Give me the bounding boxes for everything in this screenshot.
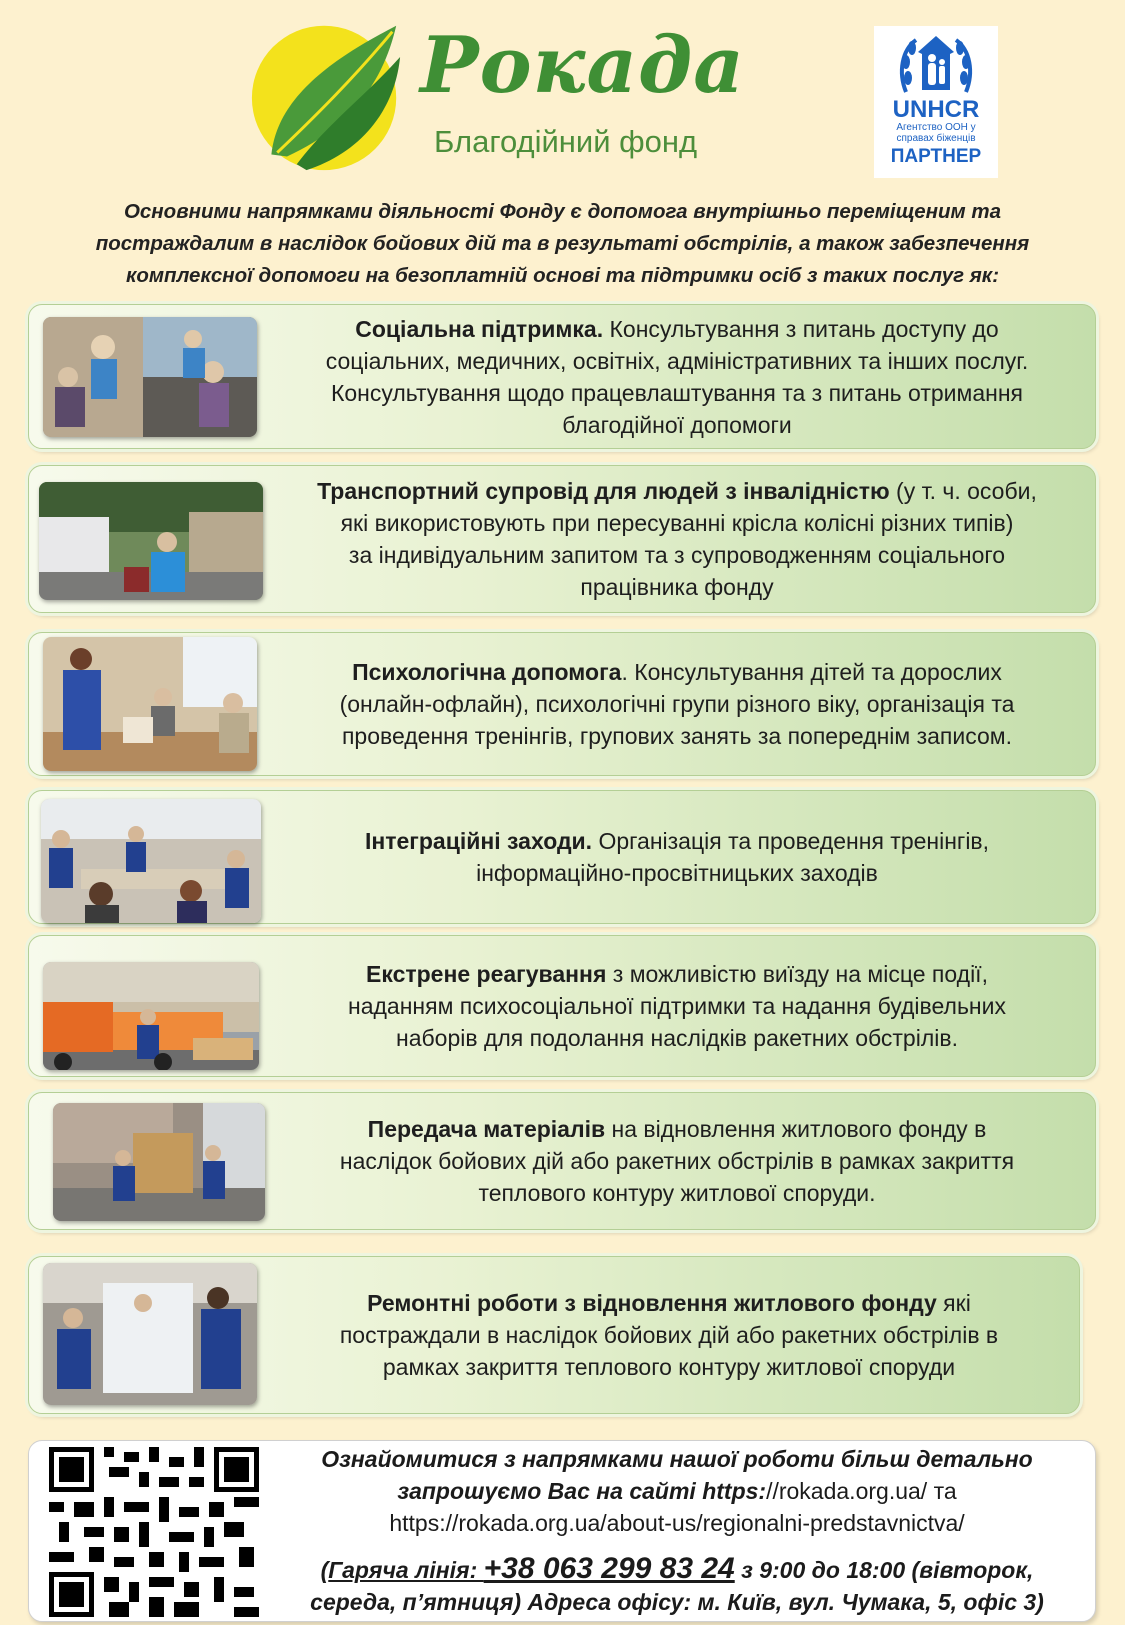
brand-subtitle: Благодійний фонд — [434, 124, 698, 159]
service-description — [269, 633, 1085, 775]
service-text: . Консультування дітей та дорослих — [621, 659, 1002, 685]
service-card-emergency — [28, 935, 1096, 1077]
service-card-materials — [28, 1092, 1096, 1230]
emergency-response-photo — [43, 962, 259, 1070]
integration-events-photo — [41, 799, 261, 923]
service-text: наслідок бойових дій або ракетних обстрілів в рамках закриття — [339, 1148, 1015, 1174]
intro-line: комплексної допомоги на безоплатній основі та підтримки осіб з таких послуг як: — [125, 264, 1000, 287]
service-text: (у т. ч. особи, — [889, 478, 1037, 504]
service-title: Інтеграційні заходи. — [364, 828, 593, 854]
service-text: наборів для подолання наслідків ракетних обстрілів. — [396, 1025, 958, 1051]
contact-info — [269, 1441, 1085, 1618]
service-card-transport — [28, 465, 1096, 613]
service-text: які використовують при пересуванні крісла колісні різних типів) — [340, 510, 1014, 536]
service-text: Консультування з питань доступу до — [603, 315, 999, 342]
hotline-line — [269, 1553, 1085, 1618]
partner-tag: ПАРТНЕР — [890, 146, 982, 167]
footer-site-line — [269, 1475, 1085, 1507]
service-card-psychological — [28, 632, 1096, 776]
service-description — [269, 1257, 1069, 1413]
service-text: з можливістю виїзду на місце події, — [606, 961, 988, 987]
header — [0, 0, 1125, 190]
intro-line: постраждалим в наслідок бойових дій та в результаті обстрілів, а також забезпечення — [95, 232, 1030, 255]
service-title: Ремонтні роботи з відновлення житлового фонду — [367, 1290, 937, 1316]
service-title: Соціальна підтримка. — [355, 315, 604, 342]
service-text: які — [936, 1290, 971, 1316]
transport-photo — [39, 482, 263, 600]
service-description — [269, 791, 1085, 923]
service-text: на відновлення житлового фонду в — [605, 1116, 987, 1142]
service-text: наданням психосоціальної підтримки та надання будівельних — [348, 993, 1006, 1019]
service-text: Консультування щодо працевлаштування та з питань отримання — [330, 379, 1023, 406]
service-title: Передача матеріалів — [367, 1116, 606, 1142]
service-text: постраждали в наслідок бойових дій або ракетних обстрілів в — [339, 1322, 999, 1348]
contact-footer — [28, 1440, 1096, 1622]
service-text: працівника фонду — [580, 574, 774, 600]
intro-line: Основними напрямками діяльності Фонду є допомога внутрішньо переміщеним та — [123, 200, 1002, 223]
materials-transfer-photo — [53, 1103, 265, 1221]
social-support-photo — [43, 317, 257, 437]
service-description — [269, 1093, 1085, 1229]
unhcr-emblem-icon — [896, 32, 976, 96]
service-text: рамках закриття теплового контуру житлової споруди — [382, 1354, 956, 1380]
service-text: проведення тренінгів, групових занять за попереднім записом. — [341, 723, 1012, 749]
service-text: (онлайн-офлайн), психологічні групи різного віку, організація та — [339, 691, 1015, 717]
service-description — [269, 305, 1085, 448]
website-link[interactable]: //rokada.org.ua/ та — [766, 1478, 957, 1504]
qr-code-icon[interactable] — [49, 1447, 259, 1617]
hotline-open: ( — [320, 1557, 329, 1583]
service-description — [269, 936, 1085, 1076]
hotline-label: Гаряча лінія: — [328, 1557, 484, 1583]
footer-site-lead: запрошуємо Вас на сайті https: — [397, 1478, 767, 1504]
service-title: Екстрене реагування — [366, 961, 607, 987]
footer-invite-line: Ознайомитися з напрямками нашої роботи більш детально — [321, 1446, 1033, 1472]
intro-paragraph — [50, 196, 1075, 292]
service-text: теплового контуру житлової споруди. — [478, 1180, 876, 1206]
psychological-help-photo — [43, 637, 257, 771]
service-text: за індивідуальним запитом та з супроводженням соціального — [348, 542, 1006, 568]
hotline-phone[interactable]: +38 063 299 83 24 — [483, 1552, 735, 1585]
service-text: Організація та проведення тренінгів, — [592, 828, 990, 854]
brand-name: Рокада — [420, 20, 745, 111]
unhcr-name: UNHCR — [892, 96, 980, 123]
unhcr-description-1: Агентство ООН у — [896, 122, 976, 133]
regional-offices-link[interactable]: https://rokada.org.ua/about-us/regionalni-predstavnictva/ — [389, 1510, 965, 1536]
hotline-hours: з 9:00 до 18:00 (вівторок, — [734, 1557, 1034, 1583]
service-description — [269, 466, 1085, 612]
service-card-social-support — [28, 304, 1096, 449]
service-title: Транспортний супровід для людей з інвалідністю — [317, 478, 890, 504]
service-text: соціальних, медичних, освітніх, адміністративних та інших послуг. — [325, 347, 1029, 374]
service-text: благодійної допомоги — [562, 411, 792, 438]
repair-works-photo — [43, 1263, 257, 1405]
service-card-integration — [28, 790, 1096, 924]
unhcr-description-2: справах біженців — [896, 133, 976, 144]
leaf-logo-icon — [248, 18, 404, 174]
service-card-repairs — [28, 1256, 1080, 1414]
unhcr-partner-badge — [874, 26, 998, 178]
office-address: середа, п’ятниця) Адреса офісу: м. Київ, вул. Чумака, 5, офіс 3) — [310, 1589, 1044, 1615]
service-title: Психологічна допомога — [352, 659, 622, 685]
service-text: інформаційно-просвітницьких заходів — [476, 860, 878, 886]
